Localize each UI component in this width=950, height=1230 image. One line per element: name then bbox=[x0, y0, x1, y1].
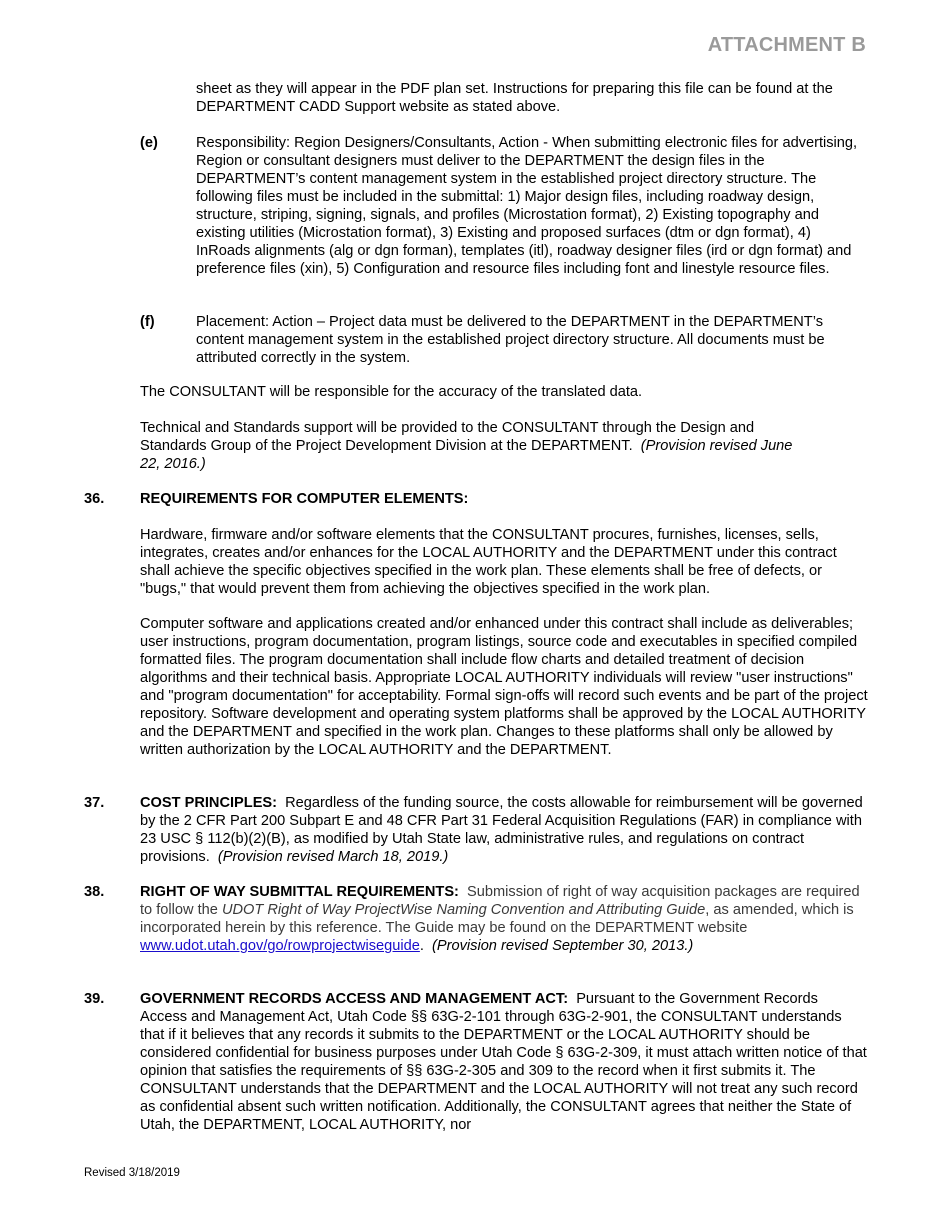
section-37-paragraph bbox=[140, 794, 868, 866]
section-38-paragraph bbox=[140, 883, 868, 955]
section-38-number: 38. bbox=[84, 884, 105, 900]
section-36-title: REQUIREMENTS FOR COMPUTER ELEMENTS: bbox=[140, 491, 469, 507]
section-39-paragraph bbox=[140, 990, 868, 1134]
item-f-paragraph: Placement: Action – Project data must be delivered to the DEPARTMENT in the DEPARTMENT’s content management system in the established project directory structure. All documents must be attributed correctly in the system. bbox=[196, 314, 825, 366]
section-36-number: 36. bbox=[84, 491, 105, 507]
section-38-text-a: Submission of right of way acquisition packages are required to follow the bbox=[140, 884, 860, 918]
section-38-text-b: , as amended, which is incorporated herein by this reference. The Guide may be found on the DEPARTMENT website bbox=[140, 902, 854, 936]
section-37-title: COST PRINCIPLES: bbox=[140, 795, 278, 811]
section-39-text: Pursuant to the Government Records Access and Management Act, Utah Code §§ 63G-2-101 through 63G-2-901, the CONSULTANT understands that if it believes that any records it submits to the DEPARTMENT or the LOCAL AUTHORITY should be considered confidential for business purposes under Utah Code § 63G-2-309, it must attach written notice of that opinion that satisfies the requirements of §§ 63G-2-305 and 309 to the record when it first submits it. The CONSULTANT understands that the DEPARTMENT and the LOCAL AUTHORITY will not treat any such record as confidential absent such written notification. Additionally, the CONSULTANT agrees that neither the State of Utah, the DEPARTMENT, LOCAL AUTHORITY, nor bbox=[140, 991, 867, 1133]
item-e-paragraph: Responsibility: Region Designers/Consultants, Action - When submitting electronic files for advertising, Region or consultant designers must deliver to the DEPARTMENT the design files in the DEPARTMENT’s content management system in the established project directory structure. The following files must be included in the submittal: 1) Major design files, including roadway design, structure, striping, signing, signals, and profiles (Microstation format), 2) Existing topography and existing utilities (Microstation format), 3) Existing and proposed surfaces (dtm or dgn format), 4) InRoads alignments (alg or dgn forman), templates (itl), roadway designer files (ird or dgn format) and preference files (xin), 5) Configuration and resource files including font and linestyle resource files. bbox=[196, 135, 858, 277]
support-text: Technical and Standards support will be provided to the CONSULTANT through the Design and Standards Group of the Project Development Division at the DEPARTMENT. bbox=[140, 420, 755, 454]
support-paragraph bbox=[140, 419, 808, 473]
section-38-guide-title: UDOT Right of Way ProjectWise Naming Convention and Attributing Guide bbox=[221, 902, 706, 918]
section-37-text: Regardless of the funding source, the costs allowable for reimbursement will be governed by the 2 CFR Part 200 Subpart E and 48 CFR Part 31 Federal Acquisition Regulations (FAR) in compliance with 23 USC § 112(b)(2)(B), as modified by Utah State law, administrative rules, and regulations on contract provisions. bbox=[140, 795, 863, 865]
section-39-number: 39. bbox=[84, 991, 105, 1007]
section-37-number: 37. bbox=[84, 795, 105, 811]
support-revision-note: (Provision revised June 22, 2016.) bbox=[140, 438, 793, 472]
section-38-title: RIGHT OF WAY SUBMITTAL REQUIREMENTS: bbox=[140, 884, 459, 900]
section-38-text-c: . bbox=[419, 938, 424, 954]
section-37-revision-note: (Provision revised March 18, 2019.) bbox=[217, 849, 449, 865]
section-38-revision-note: (Provision revised September 30, 2013.) bbox=[432, 938, 694, 954]
revision-footer: Revised 3/18/2019 bbox=[84, 1167, 180, 1179]
section-39-title: GOVERNMENT RECORDS ACCESS AND MANAGEMENT ACT: bbox=[140, 991, 569, 1007]
attachment-label: ATTACHMENT B bbox=[707, 34, 866, 56]
section-36-paragraph-1: Hardware, firmware and/or software elements that the CONSULTANT procures, furnishes, licenses, sells, integrates, creates and/or enhances for the LOCAL AUTHORITY and the DEPARTMENT under this contract shall achieve the specific objectives specified in the work plan. These elements shall be free of defects, or "bugs," that would prevent them from achieving the objectives specified in the work plan. bbox=[140, 527, 837, 597]
item-label-e: (e) bbox=[140, 135, 158, 151]
intro-paragraph: sheet as they will appear in the PDF plan set. Instructions for preparing this file can be found at the DEPARTMENT CADD Support website as stated above. bbox=[196, 81, 833, 115]
accuracy-paragraph: The CONSULTANT will be responsible for the accuracy of the translated data. bbox=[140, 384, 643, 400]
section-36-paragraph-2: Computer software and applications created and/or enhanced under this contract shall include as deliverables; user instructions, program documentation, program listings, source code and executables in specified compiled formatted files. The program documentation shall include flow charts and detailed treatment of decision algorithms and their technical basis. Appropriate LOCAL AUTHORITY individuals will review "user instructions" and "program documentation" for acceptability. Formal sign-offs will record such events and be part of the project repository. Software development and operating system platforms shall be approved by the LOCAL AUTHORITY and the DEPARTMENT and specified in the work plan. Changes to these platforms shall only be allowed by written authorization by the LOCAL AUTHORITY and the DEPARTMENT. bbox=[140, 616, 868, 758]
item-label-f: (f) bbox=[140, 314, 155, 330]
rowprojectwiseguide-link[interactable]: www.udot.utah.gov/go/rowprojectwiseguide bbox=[140, 938, 420, 954]
